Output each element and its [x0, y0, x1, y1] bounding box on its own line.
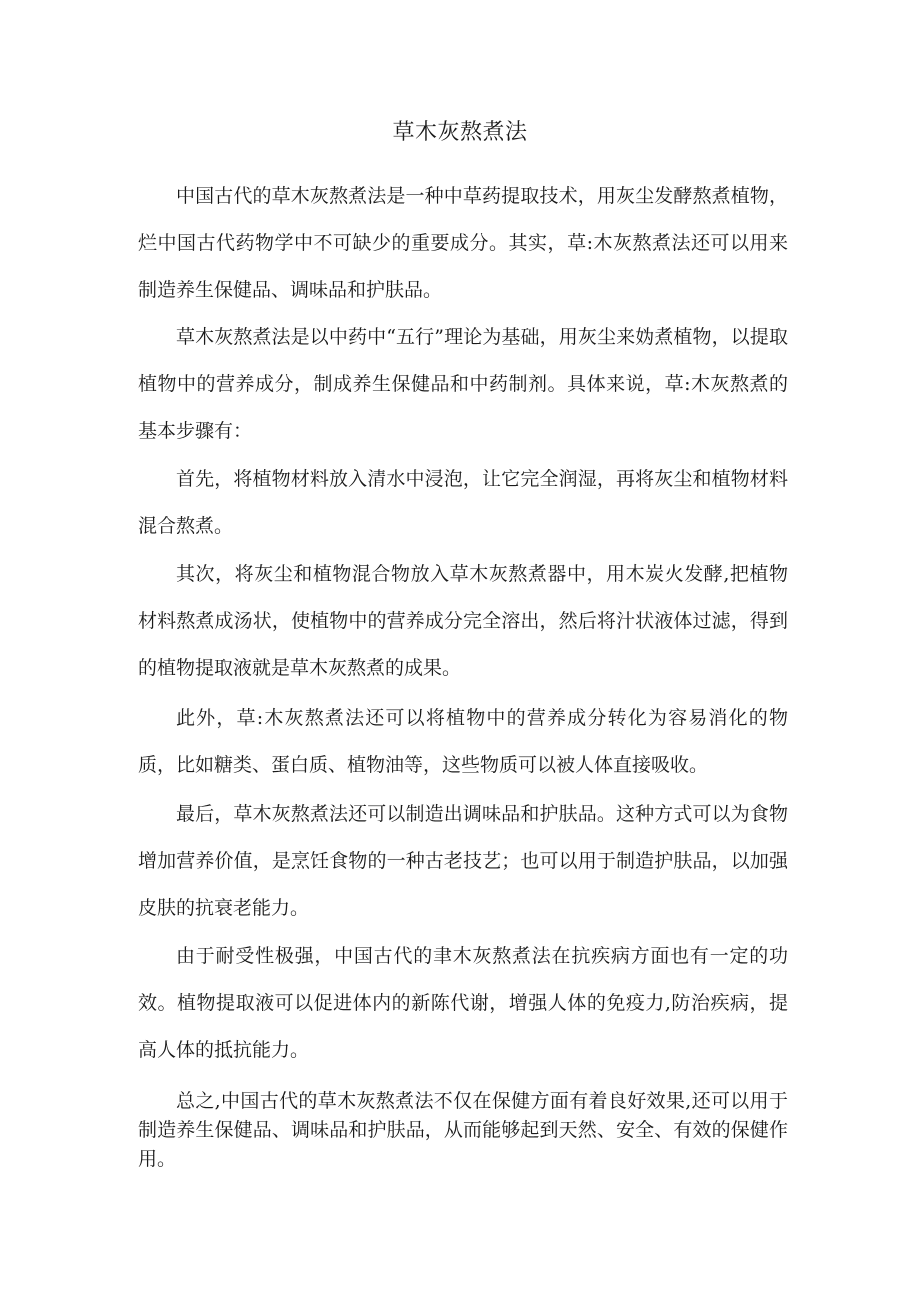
paragraph-step-second: 其次，将灰尘和植物混合物放入草木灰熬煮器中，用木炭火发酵,把植物材料熬煮成汤状，使植物中的营养成分完全溶出，然后将汁状液体过滤，得到的植物提取液就是草木灰熬煮的成果。: [138, 563, 788, 679]
paragraph-principle: 草木灰熬煮法是以中药中“五行”理论为基础，用灰尘来妫煮植物，以提取植物中的营养成分，制成养生保健品和中药制剂。具体来说，草:木灰熬煮的基本步骤有：: [138, 326, 788, 442]
paragraph-conclusion: 总之,中国古代的草木灰熬煮法不仅在保健方面有着良好效果,还可以用于制造养生保健品、调味品和护肤品，从而能够起到天然、安全、有效的保健作用。: [138, 1090, 788, 1170]
paragraph-finally: 最后，草木灰熬煮法还可以制造出调味品和护肤品。这种方式可以为食物增加营养价值，是烹饪食物的一种古老技艺；也可以用于制造护肤品，以加强皮肤的抗衰老能力。: [138, 803, 788, 919]
paragraph-additionally: 此外，草:木灰熬煮法还可以将植物中的营养成分转化为容易消化的物质，比如糖类、蛋白质、植物油等，这些物质可以被人体直接吸收。: [138, 707, 788, 776]
paragraph-step-first: 首先，将植物材料放入清水中浸泡，让它完全润湿，再将灰尘和植物材料混合熬煮。: [138, 468, 788, 537]
paragraph-efficacy: 由于耐受性极强，中国古代的聿木灰熬煮法在抗疾病方面也有一定的功效。植物提取液可以促进体内的新陈代谢，增强人体的免疫力,防治疾病，提高人体的抵抗能力。: [138, 945, 788, 1061]
document-title: 草木灰熬煮法: [392, 120, 528, 145]
paragraph-intro: 中国古代的草木灰熬煮法是一种中草药提取技术，用灰尘发酵熬煮植物，烂中国古代药物学中不可缺少的重要成分。其实，草:木灰熬煮法还可以用来制造养生保健品、调味品和护肤品。: [138, 185, 788, 301]
